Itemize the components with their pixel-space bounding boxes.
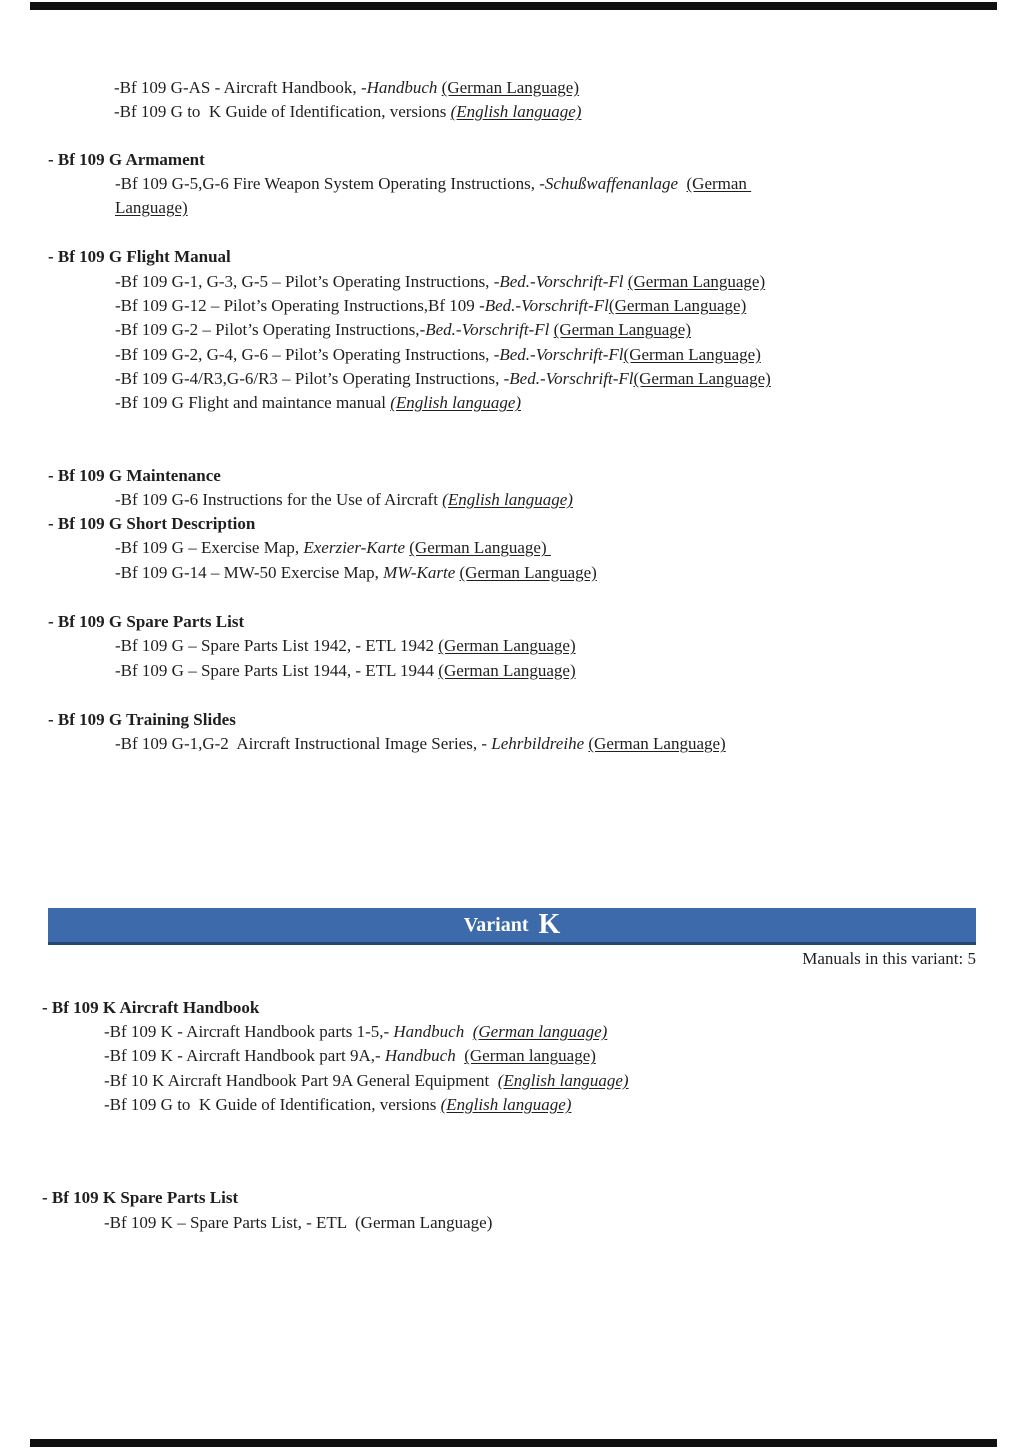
section-k-spare-parts bbox=[42, 1186, 1024, 1235]
section-g-maintenance bbox=[42, 464, 1024, 513]
manual-entry bbox=[114, 76, 1024, 100]
text-run: -Bf 109 G – Exercise Map, bbox=[115, 538, 304, 558]
text-run: -Bf 10 K Aircraft Handbook Part 9A General Equipment bbox=[104, 1070, 498, 1090]
text-run: Lehrbildreihe bbox=[491, 734, 585, 754]
language-link[interactable]: (German Language) bbox=[633, 368, 771, 388]
section-k-aircraft-handbook bbox=[42, 996, 1024, 1117]
text-run: -Bf 109 K - Aircraft Handbook parts 1-5,- bbox=[104, 1022, 394, 1042]
text-run: -Bed.-Vorschrift-Fl bbox=[419, 320, 550, 340]
section-title: - Bf 109 K Spare Parts List bbox=[42, 1188, 239, 1208]
text-run: -Bf 109 G-6 Instructions for the Use of Aircraft bbox=[115, 489, 443, 509]
text-run: -Bf 109 G to K Guide of Identification, versions bbox=[104, 1095, 441, 1115]
manual-entry bbox=[104, 1069, 1024, 1093]
text-run: -Handbuch bbox=[360, 78, 438, 97]
section-g-training-slides bbox=[42, 708, 1024, 757]
section-title: - Bf 109 G Armament bbox=[48, 149, 205, 169]
language-link[interactable]: (German Language) bbox=[438, 660, 576, 680]
section-title: - Bf 109 G Spare Parts List bbox=[48, 612, 245, 632]
language-link[interactable]: (German Language) bbox=[409, 538, 551, 558]
text-run: -Bed.-Vorschrift-Fl bbox=[479, 296, 609, 316]
language-link[interactable]: (German Language) bbox=[627, 271, 766, 291]
language-link[interactable]: (German Language) bbox=[438, 636, 576, 656]
text-run: -Bed.-Vorschrift-Fl bbox=[503, 368, 634, 388]
text-run: -Bf 109 G-2 – Pilot’s Operating Instructions, bbox=[115, 320, 420, 340]
manual-entry bbox=[115, 391, 1024, 415]
language-link[interactable]: (German Language) bbox=[608, 296, 747, 316]
text-run: -Bf 109 G-1, G-3, G-5 – Pilot’s Operating Instructions, bbox=[115, 271, 494, 291]
text-run: -Bf 109 G-2, G-4, G-6 – Pilot’s Operating Instructions, bbox=[115, 344, 494, 364]
section-title: - Bf 109 K Aircraft Handbook bbox=[42, 997, 260, 1017]
scan-artifact-top-bar bbox=[30, 2, 997, 10]
manual-entry bbox=[115, 318, 1024, 342]
text-run: -Bf 109 G-AS - Aircraft Handbook, bbox=[114, 78, 361, 97]
text-run: Handbuch bbox=[393, 1022, 465, 1042]
manual-entry bbox=[115, 343, 1024, 367]
language-link[interactable]: (German Language) bbox=[588, 734, 726, 754]
language-link[interactable]: (German language) bbox=[464, 1046, 596, 1066]
language-link[interactable]: (English language) bbox=[497, 1070, 629, 1090]
manual-entry bbox=[115, 561, 1024, 585]
section-title: - Bf 109 G Short Description bbox=[48, 514, 256, 534]
text-run: Handbuch bbox=[384, 1046, 456, 1066]
banner-variant-letter: K bbox=[538, 908, 561, 940]
text-run: -Bf 109 G-1,G-2 Aircraft Instructional Image Series, - bbox=[115, 734, 492, 754]
text-run: -Bf 109 G to K Guide of Identification, versions bbox=[114, 102, 451, 122]
text-run: -Bf 109 G – Spare Parts List 1944, - ETL 1944 bbox=[115, 660, 439, 680]
text-run: -Bf 109 G – Spare Parts List 1942, - ETL 1942 bbox=[115, 636, 439, 656]
text-run: -Bf 109 G Flight and maintance manual bbox=[115, 393, 391, 413]
scan-artifact-bottom-bar bbox=[30, 1439, 997, 1447]
language-link[interactable]: (German Language) bbox=[623, 344, 761, 364]
text-run: -Bf 109 G-14 – MW-50 Exercise Map, bbox=[115, 562, 384, 582]
text-run: -Bf 109 K – Spare Parts List, - ETL (German Language) bbox=[104, 1212, 493, 1232]
variant-k-banner bbox=[48, 908, 976, 945]
text-run: -Bf 109 G-5,G-6 Fire Weapon System Operating Instructions, bbox=[115, 173, 540, 193]
language-link[interactable]: (German language) bbox=[472, 1022, 608, 1042]
section-title: - Bf 109 G Training Slides bbox=[48, 709, 236, 729]
section-g-spare-parts bbox=[42, 610, 1024, 683]
manual-entry bbox=[115, 732, 1024, 756]
language-link[interactable]: (English language) bbox=[442, 489, 573, 509]
text-run bbox=[678, 174, 687, 193]
manual-entry bbox=[115, 634, 1024, 658]
manual-entry bbox=[115, 536, 1024, 560]
variant-g-sections bbox=[42, 148, 1024, 757]
section-title: - Bf 109 G Flight Manual bbox=[48, 247, 231, 267]
manual-entry bbox=[115, 659, 1024, 683]
text-run: -Bed.-Vorschrift-Fl bbox=[493, 271, 624, 291]
text-run: -Bf 109 K - Aircraft Handbook part 9A,- bbox=[104, 1046, 385, 1066]
manual-entry bbox=[104, 1044, 1024, 1068]
text-run: -Bf 109 G-4/R3,G-6/R3 – Pilot’s Operating Instructions, bbox=[115, 368, 504, 388]
text-run: MW-Karte bbox=[383, 562, 456, 582]
language-link[interactable]: (German Language) bbox=[459, 562, 597, 582]
manual-entry bbox=[104, 1020, 1024, 1044]
language-link[interactable]: (English language) bbox=[390, 393, 522, 413]
text-run: -Schußwaffenanlage bbox=[539, 173, 679, 193]
language-link[interactable]: (English language) bbox=[440, 1095, 572, 1115]
text-run: Exerzier-Karte bbox=[303, 538, 406, 558]
language-link[interactable]: (German Language) bbox=[441, 78, 580, 97]
section-g-armament bbox=[42, 148, 1024, 221]
manuals-count-note: Manuals in this variant: 5 bbox=[802, 948, 976, 968]
banner-title: Variant bbox=[463, 913, 529, 936]
section-title: - Bf 109 G Maintenance bbox=[48, 465, 221, 485]
manual-entry bbox=[115, 367, 1024, 391]
manual-entry bbox=[115, 294, 1024, 318]
section-g-short-description bbox=[42, 512, 1024, 585]
manual-entry bbox=[114, 100, 1024, 124]
manual-entry bbox=[104, 1093, 1024, 1117]
section-g-flight-manual bbox=[42, 245, 1024, 415]
language-link[interactable]: (German Language) bbox=[553, 320, 692, 340]
language-link[interactable]: (German bbox=[686, 173, 752, 193]
intro-manual-list bbox=[42, 76, 1024, 125]
manual-entry bbox=[115, 488, 1024, 512]
manual-entry bbox=[115, 172, 1024, 221]
text-run bbox=[464, 1022, 473, 1041]
language-link[interactable]: (English language) bbox=[450, 102, 582, 122]
text-run: -Bf 109 G-12 – Pilot’s Operating Instructions,Bf 109 bbox=[115, 296, 480, 316]
variant-k-sections bbox=[42, 996, 1024, 1235]
manual-entry bbox=[115, 270, 1024, 294]
manual-entry bbox=[104, 1211, 1024, 1235]
text-run bbox=[456, 1046, 465, 1065]
text-run: -Bed.-Vorschrift-Fl bbox=[493, 344, 624, 364]
language-link[interactable]: Language) bbox=[115, 198, 188, 218]
